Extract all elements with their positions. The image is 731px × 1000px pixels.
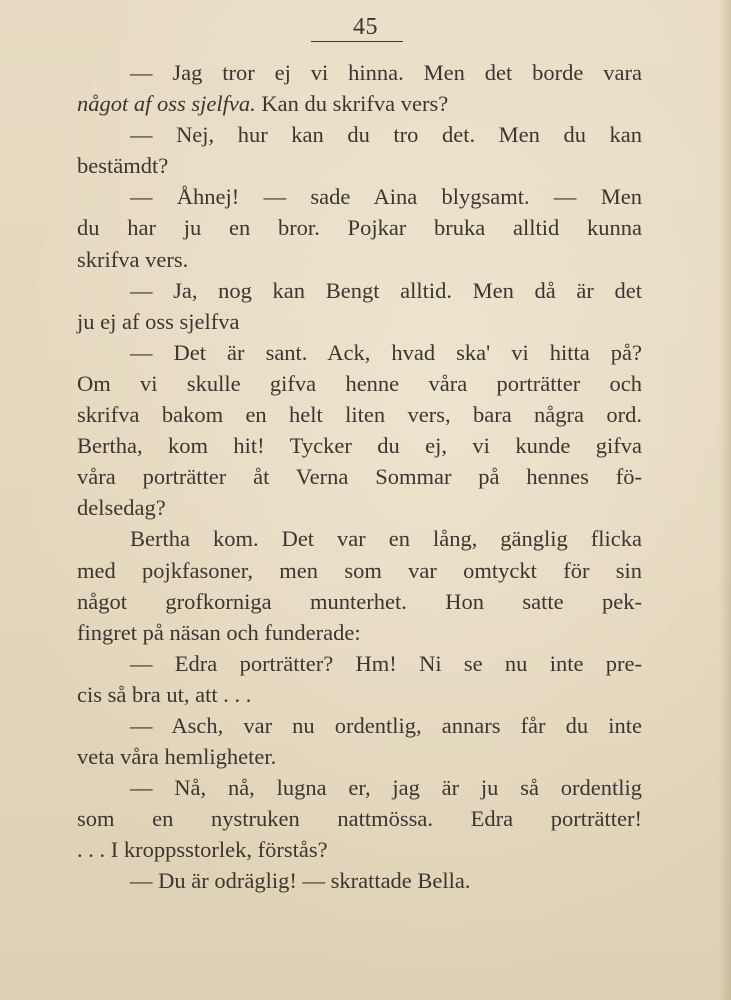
line-text: cis så bra ut, att . . . — [77, 681, 252, 707]
line-text: — Det är sant. Ack, hvad ska' vi hitta på? — [130, 339, 642, 365]
text-line — [77, 57, 642, 88]
line-text: — Nå, nå, lugna er, jag är ju så ordentlig — [130, 775, 642, 801]
line-text: — Åhnej! — sade Aina blygsamt. — Men — [130, 184, 642, 210]
line-text: — Du är odräglig! — skrattade Bella. — [130, 868, 471, 894]
line-text: våra porträtter åt Verna Sommar på hennes fö- — [77, 464, 642, 490]
text-line — [77, 523, 642, 554]
line-text: — Jag tror ej vi hinna. Men det borde vara — [130, 60, 642, 85]
line-text: med pojkfasoner, men som var omtyckt för sin — [77, 557, 642, 583]
text-line — [77, 555, 642, 586]
text-line — [77, 337, 642, 368]
line-text: skrifva bakom en helt liten vers, bara några ord. — [77, 402, 642, 428]
line-text: fingret på näsan och funderade: — [77, 619, 361, 645]
text-line — [77, 679, 642, 710]
text-line — [77, 648, 642, 679]
line-text: delsedag? — [77, 495, 166, 521]
text-line — [77, 88, 642, 119]
text-line — [77, 399, 642, 430]
line-text: Om vi skulle gifva henne våra porträtter och — [77, 370, 642, 396]
line-text: bestämdt? — [77, 153, 169, 179]
line-text: Kan du skrifva vers? — [255, 91, 449, 117]
text-line — [77, 119, 642, 150]
text-line — [77, 492, 642, 523]
line-text: veta våra hemligheter. — [77, 744, 277, 770]
text-line — [77, 710, 642, 741]
text-line — [77, 275, 642, 306]
italic-phrase: något af oss sjelfva. — [77, 91, 256, 117]
text-line — [77, 772, 642, 803]
text-line — [77, 212, 642, 243]
line-text: — Nej, hur kan du tro det. Men du kan — [130, 122, 642, 148]
text-line — [77, 586, 642, 617]
text-line — [77, 150, 642, 181]
line-text: du har ju en bror. Pojkar bruka alltid kunna — [77, 215, 642, 241]
line-text: Bertha kom. Det var en lång, gänglig flicka — [130, 526, 642, 552]
text-line — [77, 306, 642, 337]
line-text: — Asch, var nu ordentlig, annars får du inte — [130, 712, 642, 738]
body-text — [77, 57, 642, 897]
line-text: något grofkorniga munterhet. Hon satte pek- — [77, 588, 642, 614]
line-text: som en nystruken nattmössa. Edra porträtter! — [77, 806, 642, 832]
line-text: Bertha, kom hit! Tycker du ej, vi kunde gifva — [77, 433, 642, 459]
line-text: skrifva vers. — [77, 246, 189, 272]
text-line — [77, 803, 642, 834]
line-text: ju ej af oss sjelfva — [77, 308, 240, 334]
text-line — [77, 741, 642, 772]
text-line — [77, 181, 642, 212]
line-text: . . . I kroppsstorlek, förstås? — [77, 837, 328, 863]
text-line — [77, 617, 642, 648]
text-line — [77, 368, 642, 399]
text-line — [77, 430, 642, 461]
text-line — [77, 834, 642, 865]
page-number: 45 — [353, 14, 378, 40]
page-number-rule — [311, 41, 403, 42]
text-line — [77, 244, 642, 275]
text-line — [77, 461, 642, 492]
line-text: — Ja, nog kan Bengt alltid. Men då är det — [130, 277, 642, 303]
text-line — [77, 865, 642, 896]
line-text: — Edra porträtter? Hm! Ni se nu inte pre- — [130, 650, 642, 676]
page-edge-shadow — [719, 0, 731, 1000]
